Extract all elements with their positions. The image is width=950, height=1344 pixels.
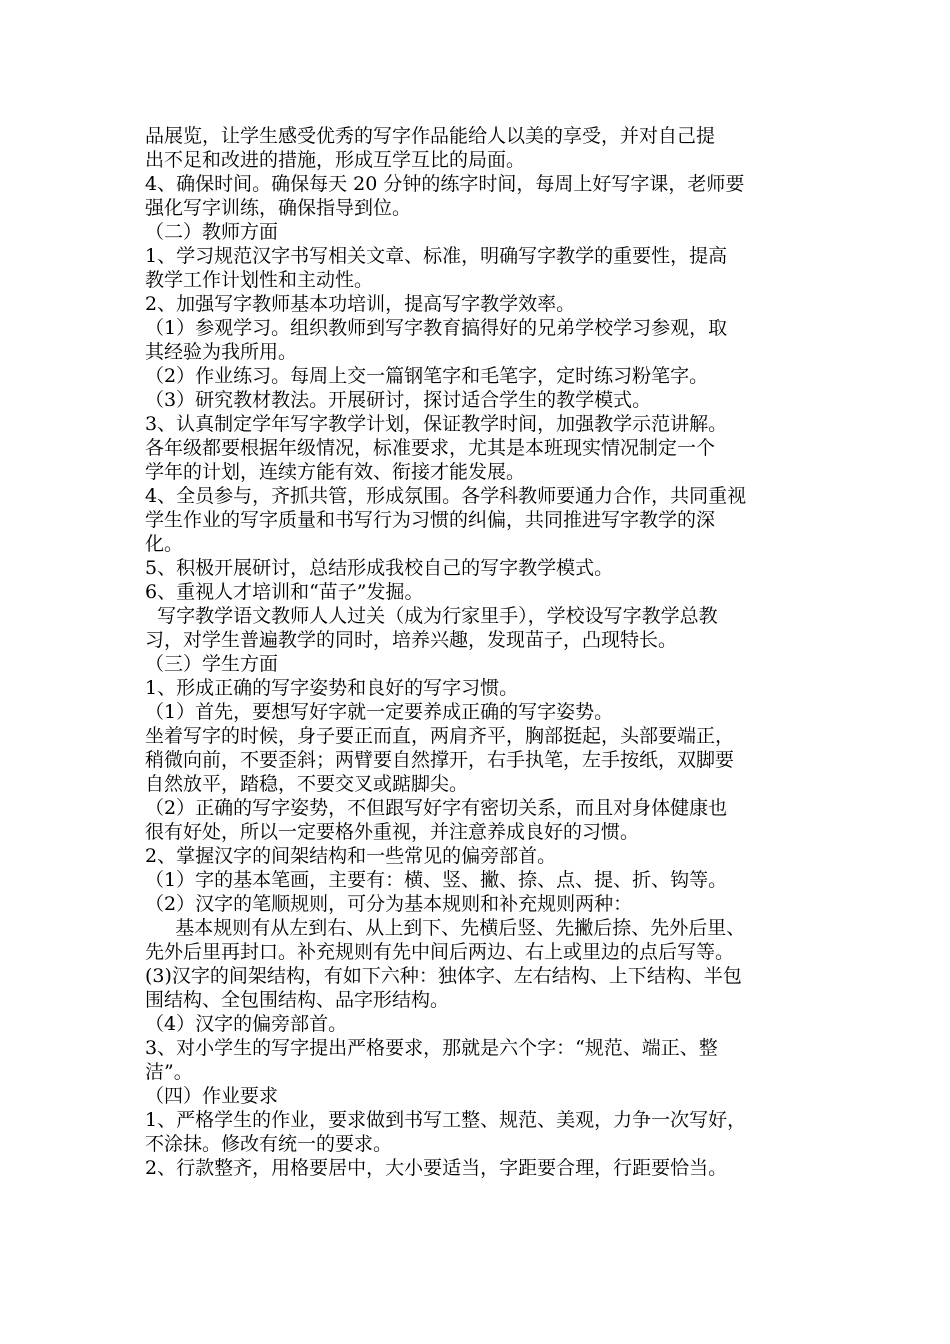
text-line: 坐着写字的时候，身子要正而直，两肩齐平，胸部挺起，头部要端正，	[145, 725, 735, 747]
text-line: 1、形成正确的写字姿势和良好的写字习惯。	[145, 677, 519, 699]
text-line: 先外后里再封口。补充规则有先中间后两边、右上或里边的点后写等。	[145, 941, 735, 963]
text-line: （1）字的基本笔画，主要有：横、竖、撇、捺、点、提、折、钩等。	[145, 869, 728, 891]
text-line: 6、重视人才培训和“苗子”发掘。	[145, 581, 424, 603]
section-heading: （四）作业要求	[145, 1085, 279, 1107]
text-line: 其经验为我所用。	[145, 341, 298, 363]
text-line: (3)汉字的间架结构，有如下六种：独体字、左右结构、上下结构、半包	[145, 965, 742, 987]
text-line: 化。	[145, 533, 184, 555]
text-line: 洁”。	[145, 1061, 193, 1083]
text-line: 5、积极开展研讨，总结形成我校自己的写字教学模式。	[145, 557, 614, 579]
section-heading: （二）教师方面	[145, 221, 279, 243]
text-line: 围结构、全包围结构、品字形结构。	[145, 989, 450, 1011]
text-line: （2）作业练习。每周上交一篇钢笔字和毛笔字，定时练习粉笔字。	[145, 365, 709, 387]
text-line: 写字教学语文教师人人过关（成为行家里手），学校设写字教学总教	[145, 605, 718, 627]
text-line: 教学工作计划性和主动性。	[145, 269, 374, 291]
document-body	[145, 124, 815, 1180]
text-line: （4）汉字的偏旁部首。	[145, 1013, 348, 1035]
text-line: 各年级都要根据年级情况，标准要求，尤其是本班现实情况制定一个	[145, 437, 716, 459]
text-line: 稍微向前，不要歪斜；两臂要自然撑开，右手执笔，左手按纸，双脚要	[145, 749, 735, 771]
text-line: 习，对学生普遍教学的同时，培养兴趣，发现苗子，凸现特长。	[145, 629, 678, 651]
text-line: 品展览，让学生感受优秀的写字作品能给人以美的享受，并对自己提	[145, 125, 716, 147]
text-line: （3）研究教材教法。开展研讨，探讨适合学生的教学模式。	[145, 389, 652, 411]
text-line: 自然放平，踏稳，不要交叉或踮脚尖。	[145, 773, 469, 795]
text-line: 基本规则有从左到右、从上到下、先横后竖、先撇后捺、先外后里、	[145, 917, 746, 939]
text-line: 1、严格学生的作业，要求做到书写工整、规范、美观，力争一次写好，	[145, 1109, 747, 1131]
text-line: 3、对小学生的写字提出严格要求，那就是六个字：“规范、端正、整	[145, 1037, 718, 1059]
text-line: 出不足和改进的措施，形成互学互比的局面。	[145, 149, 526, 171]
text-line: 很有好处，所以一定要格外重视，并注意养成良好的习惯。	[145, 821, 640, 843]
section-heading: （三）学生方面	[145, 653, 279, 675]
text-line: （1）参观学习。组织教师到写字教育搞得好的兄弟学校学习参观，取	[145, 317, 728, 339]
text-line: 4、全员参与，齐抓共管，形成氛围。各学科教师要通力合作，共同重视	[145, 485, 747, 507]
text-line: 学生作业的写字质量和书写行为习惯的纠偏，共同推进写字教学的深	[145, 509, 716, 531]
text-line: 3、认真制定学年写字教学计划，保证教学时间，加强教学示范讲解。	[145, 413, 728, 435]
text-line: 4、确保时间。确保每天 20 分钟的练字时间，每周上好写字课，老师要	[145, 173, 745, 195]
text-line: （2）正确的写字姿势，不但跟写好字有密切关系，而且对身体健康也	[145, 797, 728, 819]
text-line: 2、行款整齐，用格要居中，大小要适当，字距要合理，行距要恰当。	[145, 1157, 728, 1179]
text-line: 1、学习规范汉字书写相关文章、标准，明确写字教学的重要性，提高	[145, 245, 728, 267]
text-line: 学年的计划，连续方能有效、衔接才能发展。	[145, 461, 526, 483]
text-line: 不涂抹。修改有统一的要求。	[145, 1133, 393, 1155]
text-line: （1）首先，要想写好字就一定要养成正确的写字姿势。	[145, 701, 614, 723]
text-line: 2、掌握汉字的间架结构和一些常见的偏旁部首。	[145, 845, 557, 867]
text-line: （2）汉字的笔顺规则，可分为基本规则和补充规则两种：	[145, 893, 633, 915]
text-line: 2、加强写字教师基本功培训，提高写字教学效率。	[145, 293, 576, 315]
text-line: 强化写字训练，确保指导到位。	[145, 197, 412, 219]
